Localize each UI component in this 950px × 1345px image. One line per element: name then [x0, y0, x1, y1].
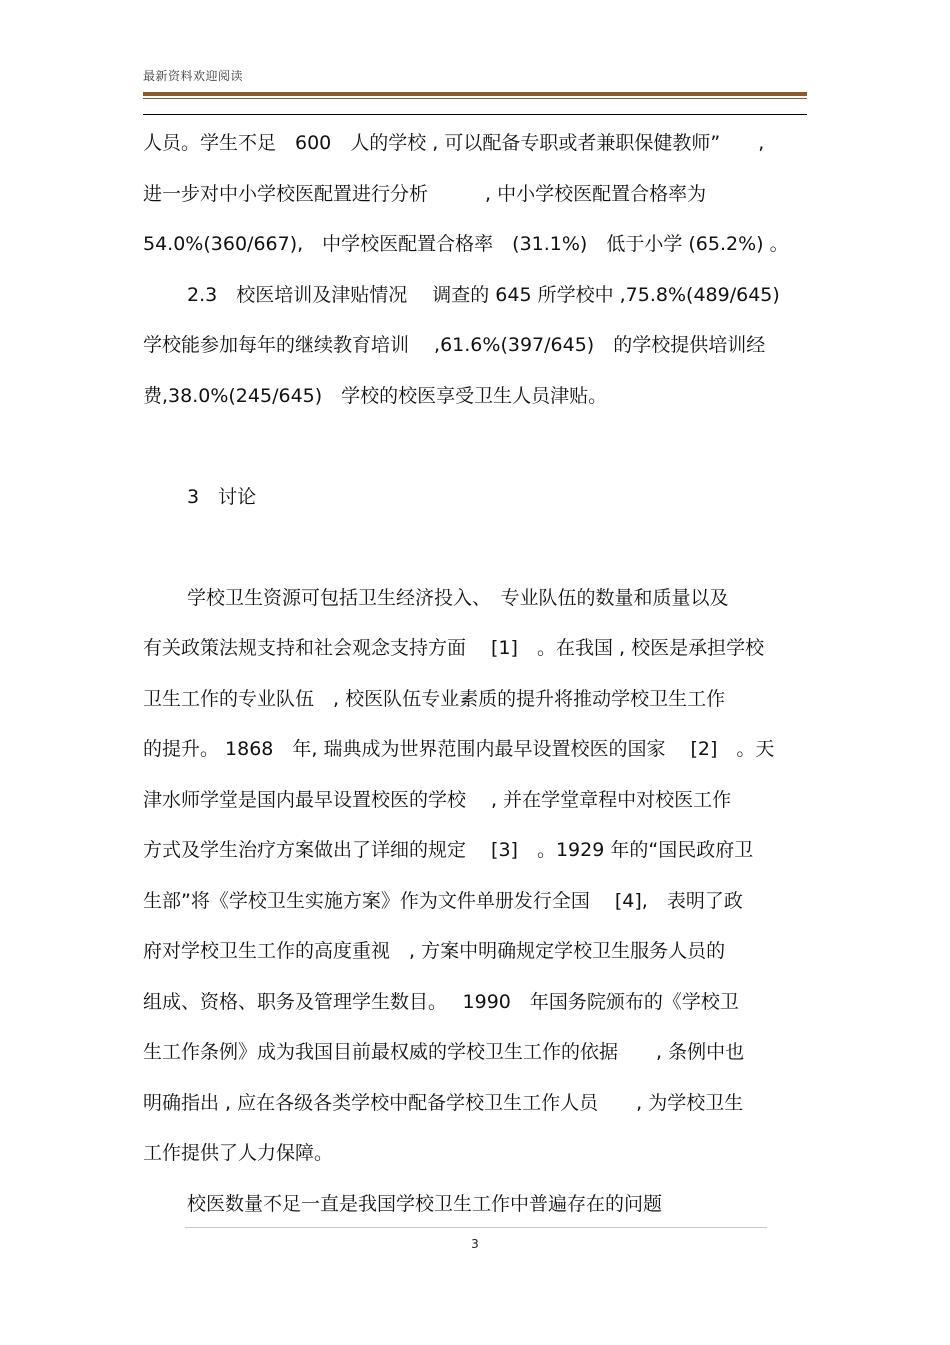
- footer-rule: [185, 1227, 767, 1228]
- content-top-rule: [143, 114, 807, 115]
- text-line: 学校卫生资源可包括卫生经济投入、 专业队伍的数量和质量以及: [187, 586, 729, 609]
- text-line: 生部”将《学校卫生实施方案》作为文件单册发行全国 [4], 表明了政: [143, 889, 743, 912]
- blank-line: [143, 522, 807, 573]
- text-line: 校医数量不足一直是我国学校卫生工作中普遍存在的问题: [187, 1192, 663, 1215]
- page-number: 3: [471, 1237, 479, 1251]
- text-line: 学校能参加每年的继续教育培训 ,61.6%(397/645) 的学校提供培训经: [143, 334, 766, 356]
- text-line: 工作提供了人力保障。: [143, 1142, 334, 1164]
- text-line: 方式及学生治疗方案做出了详细的规定 [3] 。1929 年的“国民政府卫: [143, 839, 754, 861]
- blank-line: [143, 421, 807, 472]
- text-line: 明确指出 , 应在各级各类学校中配备学校卫生工作人员 , 为学校卫生: [143, 1091, 744, 1114]
- text-line: 府对学校卫生工作的高度重视 , 方案中明确规定学校卫生服务人员的: [143, 940, 726, 962]
- document-body: [143, 118, 807, 1229]
- page-header: 最新资料欢迎阅读: [143, 69, 244, 83]
- header-rule-thin: [143, 98, 807, 99]
- text-line: 54.0%(360/667), 中学校医配置合格率 (31.1%) 低于小学 (65.2%) 。: [143, 233, 789, 255]
- text-line: 生工作条例》成为我国目前最权威的学校卫生工作的依据 , 条例中也: [143, 1041, 745, 1063]
- text-line: 费,38.0%(245/645) 学校的校医享受卫生人员津贴。: [143, 384, 608, 407]
- text-line: 津水师学堂是国内最早设置校医的学校 , 并在学堂章程中对校医工作: [143, 788, 732, 811]
- header-rule-thick: [143, 92, 807, 96]
- text-line: 2.3 校医培训及津贴情况 调查的 645 所学校中 ,75.8%(489/645): [187, 283, 780, 306]
- text-line: 有关政策法规支持和社会观念支持方面 [1] 。在我国 , 校医是承担学校: [143, 637, 765, 659]
- text-line: 卫生工作的专业队伍 , 校医队伍专业素质的提升将推动学校卫生工作: [143, 687, 726, 710]
- text-line: 进一步对中小学校医配置进行分析 , 中小学校医配置合格率为: [143, 182, 707, 205]
- text-line: 的提升。 1868 年, 瑞典成为世界范围内最早设置校医的国家 [2] 。天: [143, 738, 775, 760]
- section-heading: 3 讨论: [187, 485, 257, 508]
- text-line: 组成、资格、职务及管理学生数目。 1990 年国务院颁布的《学校卫: [143, 990, 739, 1013]
- text-line: 人员。学生不足 600 人的学校 , 可以配备专职或者兼职保健教师” ,: [143, 132, 765, 154]
